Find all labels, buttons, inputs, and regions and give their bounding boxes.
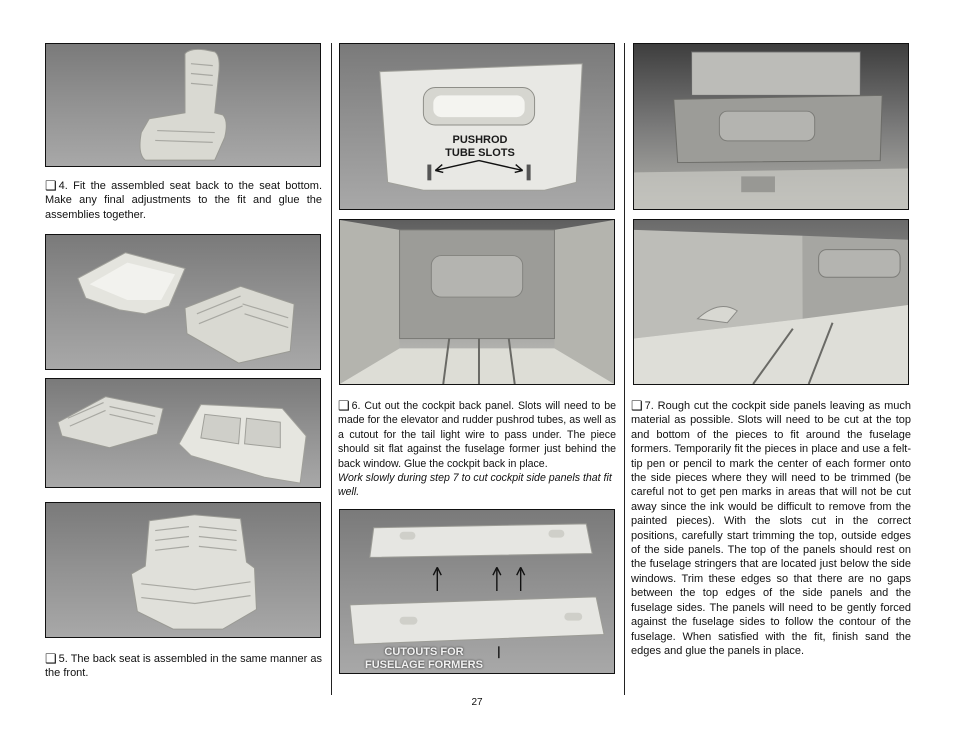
photo-cockpit-side-panels [339,509,615,674]
photo-front-seat-assembled [45,43,321,167]
photo-cockpit-interior-top [633,43,909,210]
photo-cockpit-back-panel [339,43,615,210]
checkbox-step-4[interactable]: ❑ [45,178,57,193]
photo-back-seat-fit [45,378,321,488]
photo-back-seat-assembled [45,502,321,638]
cutouts-label [354,646,494,672]
checkbox-step-5[interactable]: ❑ [45,651,57,666]
photo-back-seat-parts [45,234,321,370]
column-divider-right [624,43,625,695]
cutouts-label-line2: FUSELAGE FORMERS [365,659,483,671]
cutouts-label-line1: CUTOUTS FOR [384,646,464,658]
page-number: 27 [471,697,483,708]
pushrod-label [428,134,532,160]
pushrod-label-line1: PUSHROD [452,134,508,146]
checkbox-step-6[interactable]: ❑ [338,398,350,413]
checkbox-step-7[interactable]: ❑ [631,398,643,413]
step-6-note: Work slowly during step 7 to cut cockpit side panels that fit well. [338,472,612,499]
pushrod-label-line2: TUBE SLOTS [445,147,515,159]
photo-cockpit-back-installed [339,219,615,385]
step-4-text: ❑ 4. Fit the assembled seat back to the seat bottom. Make any final adjustments to the fit and glue the assemblies together. [45,178,322,221]
step-5-text: ❑ 5. The back seat is assembled in the same manner as the front. [45,651,322,680]
step-7-text: ❑ 7. Rough cut the cockpit side panels leaving as much material as possible. Slots will need to be cut at the top and bottom of the pieces to fit around the fuselage formers. Temporarily fit the pieces in place and use a felt-tip pen or pencil to mark the center of each former onto the side pieces where they will need to be trimmed (be careful not to get pen marks in areas that will not be cut away since the ink would be difficult to remove from the painted pieces). With the slots cut in the correct positions, carefully start trimming the top, outside edges of the side panels. The top of the panels should rest on the fuselage stringers that are located just below the side windows. Trim these edges so that there are no gaps between the top edges of the side panels and the fuselage sides. The panels will need to be gently forced against the fuselage sides to follow the contour of the fuselage. When satisfied with the fit, finish sand the edges and glue the panels in place. [631,398,911,657]
step-6-text: ❑ 6. Cut out the cockpit back panel. Slots will need to be made for the elevator and rudder pushrod tubes, as well as a cutout for the tail light wire to pass under. The piece should sit flat against the fuselage former just behind the back window. Glue the cockpit back in place. Work slowly during step 7 to cut cockpit side panels that fit well. [338,398,616,499]
column-divider-left [331,43,332,695]
photo-cockpit-side-installed [633,219,909,385]
